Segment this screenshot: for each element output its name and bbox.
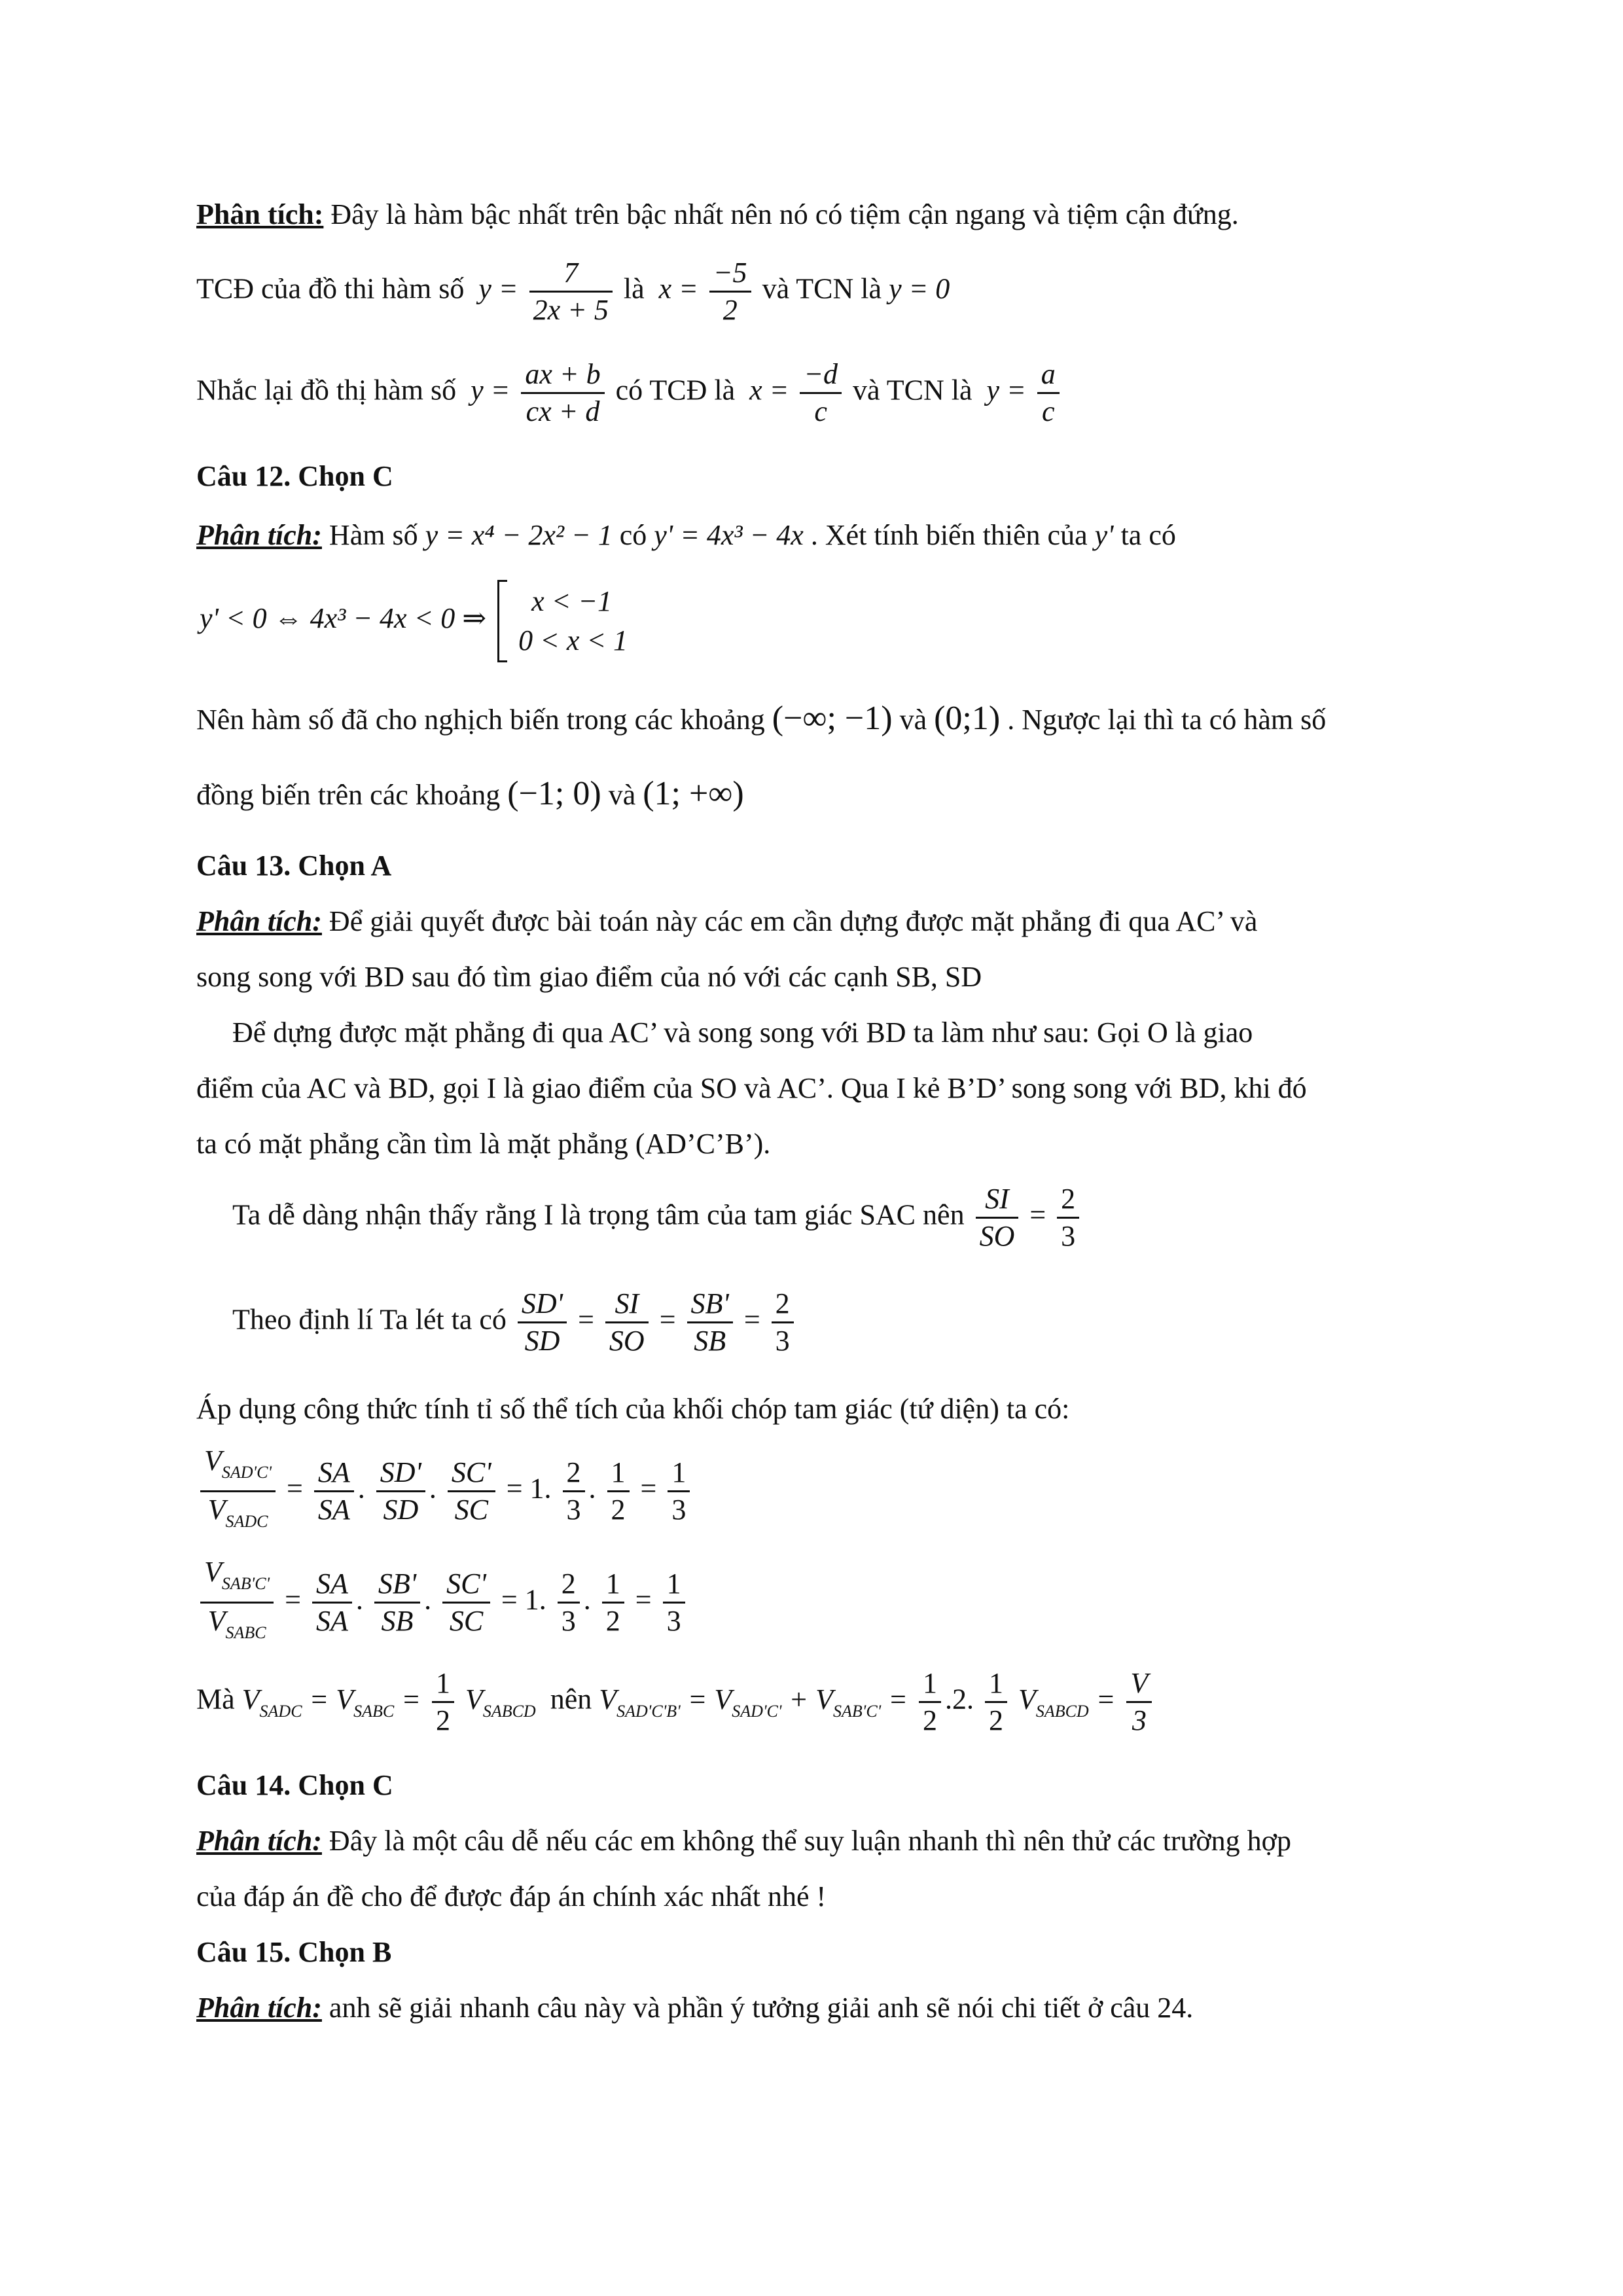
text: là xyxy=(623,272,645,305)
case-bracket xyxy=(497,580,507,662)
analysis-label: Phân tích: xyxy=(196,198,324,230)
formula: y' = 4x³ − 4x xyxy=(654,519,804,551)
interval: (1; +∞) xyxy=(643,775,744,812)
analysis-label: Phân tích: xyxy=(196,519,322,551)
q13-line-4: điểm của AC và BD, gọi I là giao điểm của SO và AC’. Qua I kẻ B’D’ song song với BD, khi đó xyxy=(196,1072,1307,1104)
formula: y = 0 xyxy=(889,272,950,305)
fraction: $\frac{SI}{SO}$ xyxy=(605,1286,649,1359)
fraction: $\frac{SI}{SO}$ xyxy=(976,1181,1019,1254)
text: ta có xyxy=(1120,519,1176,551)
q13-line-3: Để dựng được mặt phẳng đi qua AC’ và song song với BD ta làm như sau: Gọi O là giao xyxy=(232,1016,1253,1049)
fraction: $\frac{SA}{SA}$ xyxy=(314,1455,354,1528)
text: có TCĐ là xyxy=(615,374,736,406)
analysis-label: Phân tích: xyxy=(196,1992,322,2024)
text: có xyxy=(619,519,647,551)
fraction: $\frac{V_{SAB'C'}}{V_{SABC}}$ xyxy=(200,1554,274,1651)
text: và TCN là xyxy=(853,374,972,406)
q12-decreasing-line xyxy=(196,700,1326,738)
q13-volume-ratio-2: $\frac{V_{SAB'C'}}{V_{SABC}}$ = $\frac{SA}{SA}$ . $\frac{SB'}{SB}$ . $\frac{SC'}{SC}$ = 1. $\frac{2}{3}$ . $\frac{1}{2}$ = $\frac{1}{3}$ xyxy=(196,1554,689,1651)
fraction: $\frac{1}{2}$ xyxy=(602,1566,624,1639)
fraction: $\frac{-d}{c}$ xyxy=(800,357,842,429)
q13-volume-ratio-1: $\frac{V_{SAD'C'}}{V_{SADC}}$ = $\frac{SA}{SA}$ . $\frac{SD'}{SD}$ . $\frac{SC'}{SC}$ = 1. $\frac{2}{3}$ . $\frac{1}{2}$ = $\frac{1}{3}$ xyxy=(196,1443,694,1539)
analysis-text: Đây là hàm bậc nhất trên bậc nhất nên nó có tiệm cận ngang và tiệm cận đứng. xyxy=(330,198,1239,230)
text: Theo định lí Ta lét ta có xyxy=(232,1303,507,1336)
question-12-heading: Câu 12. Chọn C xyxy=(196,460,393,492)
text: và xyxy=(899,704,927,736)
text: và TCN là xyxy=(762,272,882,305)
fraction: $\frac{V}{3}$ xyxy=(1126,1666,1152,1738)
text: đồng biến trên các khoảng xyxy=(196,779,501,811)
text: Để giải quyết được bài toán này các em cần dựng được mặt phẳng đi qua AC’ và xyxy=(329,905,1258,937)
q13-line-2: song song với BD sau đó tìm giao điểm của nó với các cạnh SB, SD xyxy=(196,961,982,993)
fraction: $\frac{1}{2}$ xyxy=(607,1455,630,1528)
sec11-analysis-line xyxy=(196,196,1239,233)
formula: y' < 0 ⇔ 4x³ − 4x < 0 ⇒ xyxy=(200,602,487,634)
fraction: $\frac{2}{3}$ xyxy=(558,1566,580,1639)
q13-thales-line: Theo định lí Ta lét ta có $\frac{SD'}{SD}$ = $\frac{SI}{SO}$ = $\frac{SB'}{SB}$ = $\frac{2}{3}$ xyxy=(232,1286,798,1359)
text: Nên hàm số đã cho nghịch biến trong các khoảng xyxy=(196,704,765,736)
text: Nhắc lại đồ thị hàm số xyxy=(196,374,457,406)
q12-increasing-line xyxy=(196,776,744,814)
fraction: $\frac{1}{3}$ xyxy=(668,1455,690,1528)
case-1: x < −1 xyxy=(531,584,613,617)
text: Đây là một câu dễ nếu các em không thể suy luận nhanh thì nên thử các trường hợp xyxy=(329,1825,1291,1857)
case-2: 0 < x < 1 xyxy=(518,624,628,656)
interval: (−1; 0) xyxy=(507,775,601,812)
formula: y' xyxy=(1094,519,1114,551)
q12-analysis-line xyxy=(196,517,1176,554)
fraction: $\frac{SD'}{SD}$ xyxy=(518,1286,567,1359)
fraction: $\frac{2}{3}$ xyxy=(1057,1181,1079,1254)
fraction: $\frac{1}{3}$ xyxy=(663,1566,685,1639)
sec11-asymptote-line: TCĐ của đồ thi hàm số y = $\frac{7}{2x + 5}$ là x = $\frac{-5}{2}$ và TCN là y = 0 xyxy=(196,255,950,328)
question-13-heading: Câu 13. Chọn A xyxy=(196,850,392,882)
text: . Xét tính biến thiên của xyxy=(810,519,1088,551)
analysis-label: Phân tích: xyxy=(196,1825,322,1857)
text: anh sẽ giải nhanh câu này và phần ý tưởng giải anh sẽ nói chi tiết ở câu 24. xyxy=(329,1992,1194,2024)
q15-analysis-line xyxy=(196,1990,1193,2026)
fraction: $\frac{V_{SAD'C'}}{V_{SADC}}$ xyxy=(200,1443,276,1539)
fraction: $\frac{7}{2x + 5}$ xyxy=(529,255,613,328)
fraction: $\frac{2}{3}$ xyxy=(772,1286,794,1359)
fraction: $\frac{SC'}{SC}$ xyxy=(448,1455,495,1528)
question-15-heading: Câu 15. Chọn B xyxy=(196,1936,392,1968)
fraction: $\frac{SA}{SA}$ xyxy=(312,1566,352,1639)
q13-volume-intro: Áp dụng công thức tính tỉ số thể tích của khối chóp tam giác (tứ diện) ta có: xyxy=(196,1393,1070,1425)
question-14-heading: Câu 14. Chọn C xyxy=(196,1769,393,1801)
fraction: $\frac{SB'}{SB}$ xyxy=(687,1286,733,1359)
q13-line-5: ta có mặt phẳng cần tìm là mặt phẳng (AD’C’B’). xyxy=(196,1128,771,1160)
fraction: $\frac{SD'}{SD}$ xyxy=(376,1455,425,1528)
text: và xyxy=(608,779,636,811)
fraction: $\frac{ax + b}{cx + d}$ xyxy=(521,357,604,429)
fraction: $\frac{1}{2}$ xyxy=(919,1666,941,1738)
case-list xyxy=(518,582,628,660)
text: Ta dễ dàng nhận thấy rằng I là trọng tâm của tam giác SAC nên xyxy=(232,1198,965,1231)
fraction: $\frac{1}{2}$ xyxy=(985,1666,1007,1738)
text: . Ngược lại thì ta có hàm số xyxy=(1007,704,1327,736)
q13-analysis-line xyxy=(196,903,1257,940)
text: TCĐ của đồ thi hàm số xyxy=(196,272,465,305)
q13-centroid-line: Ta dễ dàng nhận thấy rằng I là trọng tâm của tam giác SAC nên $\frac{SI}{SO}$ = $\frac{2}{3}$ xyxy=(232,1181,1083,1254)
fraction: $\frac{2}{3}$ xyxy=(563,1455,585,1528)
fraction: $\frac{1}{2}$ xyxy=(432,1666,454,1738)
interval: (0;1) xyxy=(934,700,1001,737)
formula: y = x⁴ − 2x² − 1 xyxy=(425,519,613,551)
q13-conclusion-line: Mà $V_{SADC} = V_{SABC}$ = $\frac{1}{2}$ $V_{SABCD}$ nên $V_{SAD'C'B'} = V_{SAD'C'} + V_{SAB'C'}$ = $\frac{1}{2}$ .2. $\frac{1}{2}$ $V_{SABCD}$ = $\frac{V}{3}$ xyxy=(196,1666,1156,1738)
text: Mà xyxy=(196,1683,235,1715)
q12-inequality xyxy=(200,576,628,662)
fraction: $\frac{-5}{2}$ xyxy=(709,255,751,328)
q14-line-2: của đáp án đề cho để được đáp án chính xác nhất nhé ! xyxy=(196,1880,827,1912)
fraction: $\frac{a}{c}$ xyxy=(1037,357,1060,429)
q14-analysis-line xyxy=(196,1823,1291,1859)
analysis-label: Phân tích: xyxy=(196,905,322,937)
fraction: $\frac{SB'}{SB}$ xyxy=(374,1566,420,1639)
text: nên xyxy=(550,1683,592,1715)
sec11-recall-line: Nhắc lại đồ thị hàm số y = $\frac{ax + b}{cx + d}$ có TCĐ là x = $\frac{-d}{c}$ và TCN là y = $\frac{a}{c}$ xyxy=(196,357,1063,429)
fraction: $\frac{SC'}{SC}$ xyxy=(442,1566,490,1639)
interval: (−∞; −1) xyxy=(772,700,893,737)
text: Hàm số xyxy=(329,519,418,551)
